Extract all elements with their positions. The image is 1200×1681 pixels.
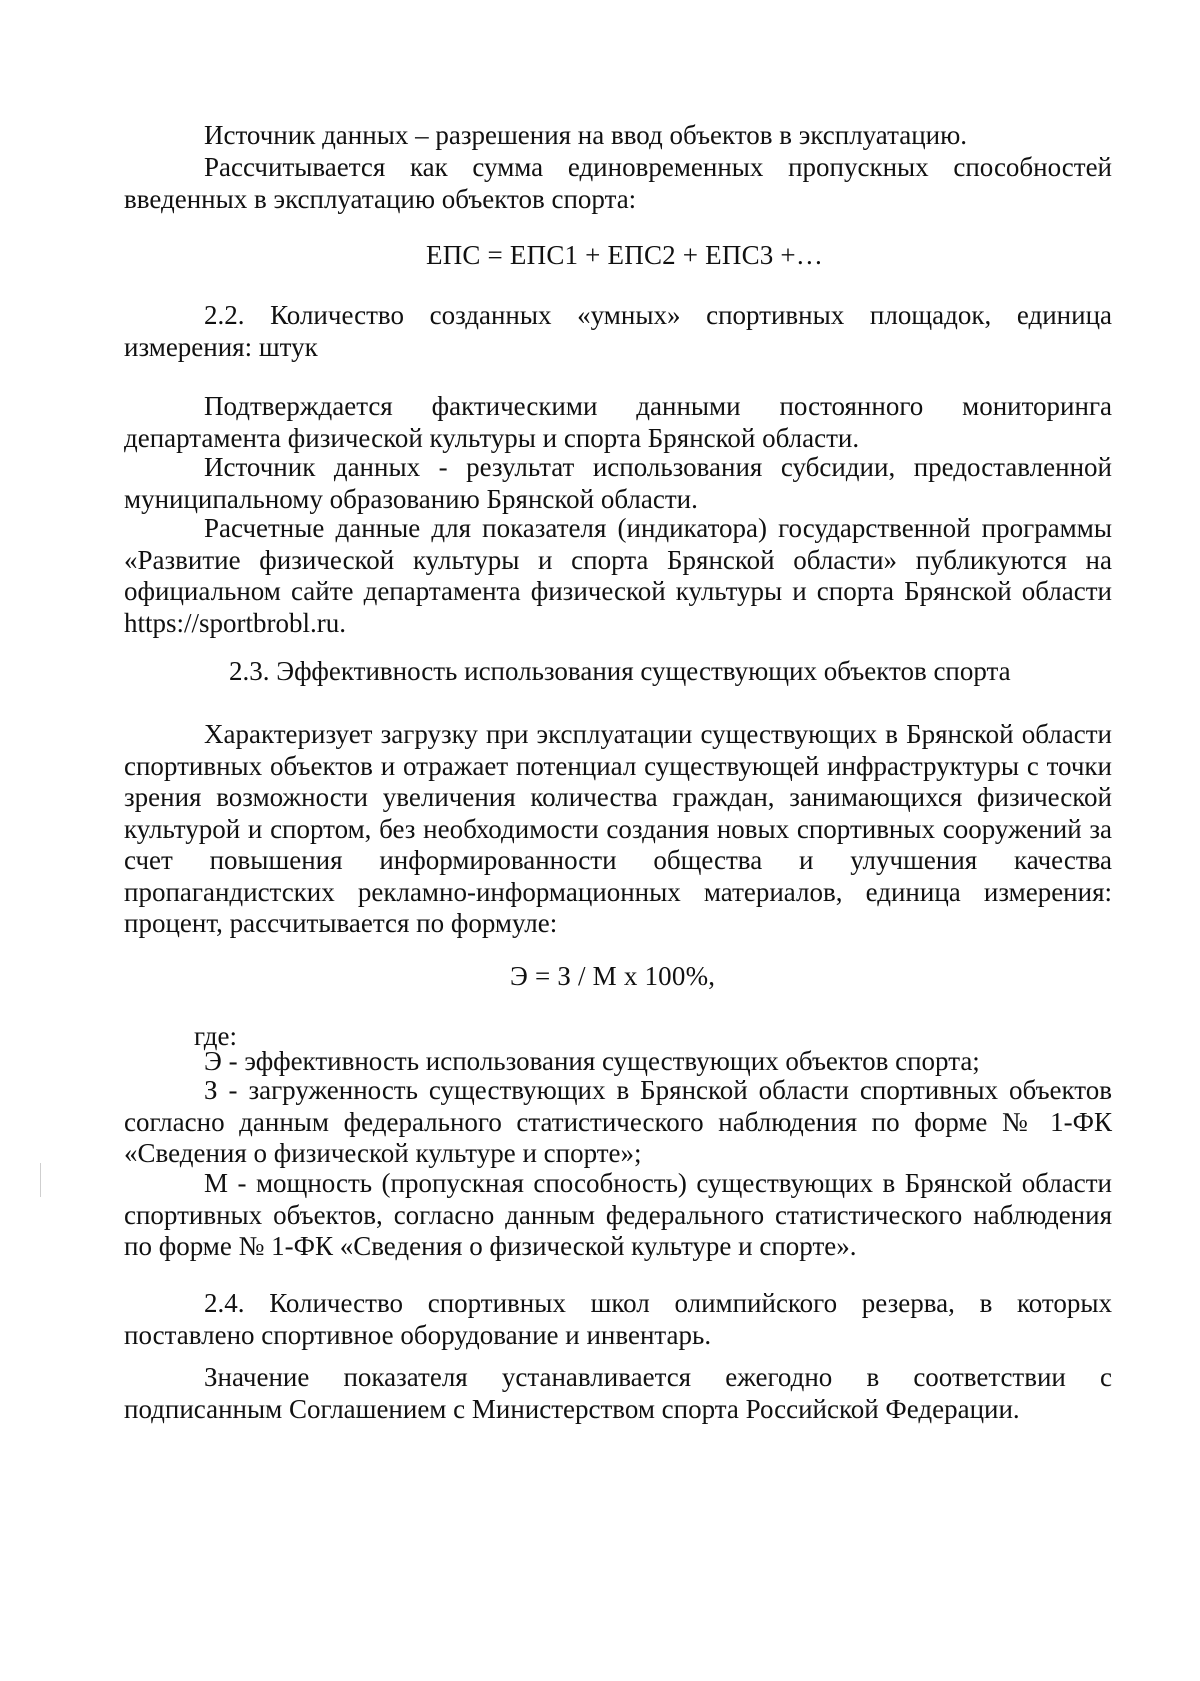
formula-efficiency: Э = З / М х 100%,: [510, 961, 716, 991]
paragraph-subsidy-source: Источник данных - результат использования субсидии, предоставленной муниципальному образованию Брянской области.: [124, 452, 1112, 514]
paragraph-confirmation: Подтверждается фактическими данными постоянного мониторинга департамента физической культуры и спорта Брянской области.: [124, 391, 1112, 453]
definition-capacity: М - мощность (пропускная способность) существующих в Брянской области спортивных объектов, согласно данным федерального статистического наблюдения по форме № 1-ФК «Сведения о физической культуре и спорте».: [124, 1168, 1112, 1261]
definition-load: З - загруженность существующих в Брянской области спортивных объектов согласно данным федерального статистического наблюдения по форме № 1-ФК «Сведения о физической культуре и спорте»;: [124, 1075, 1112, 1168]
section-2-4-heading: 2.4. Количество спортивных школ олимпийского резерва, в которых поставлено спортивное оборудование и инвентарь.: [124, 1288, 1112, 1350]
paragraph-publication: Расчетные данные для показателя (индикатора) государственной программы «Развитие физической культуры и спорта Брянской области» публикуются на официальном сайте департамента физической культуры и спорта Брянской области https://sportbrobl.ru.: [124, 513, 1112, 638]
paragraph-load-characterization: Характеризует загрузку при эксплуатации существующих в Брянской области спортивных объектов и отражает потенциал существующей инфраструктуры с точки зрения возможности увеличения количества граждан, занимающихся физической культурой и спортом, без необходимости создания новых спортивных сооружений за счет повышения информированности общества и улучшения качества пропагандистских рекламно-информационных материалов, единица измерения: процент, рассчитывается по формуле:: [124, 719, 1112, 938]
definition-efficiency: Э - эффективность использования существующих объектов спорта;: [204, 1046, 980, 1076]
label-where: где:: [194, 1021, 237, 1051]
paragraph-annual-value: Значение показателя устанавливается ежегодно в соответствии с подписанным Соглашением с Министерством спорта Российской Федерации.: [124, 1362, 1112, 1424]
paragraph-data-source-permits: Источник данных – разрешения на ввод объектов в эксплуатацию.: [204, 120, 968, 150]
scan-margin-mark: [40, 1163, 41, 1197]
section-2-3-heading: 2.3. Эффективность использования существующих объектов спорта: [229, 656, 1011, 686]
paragraph-calculation-method: Рассчитывается как сумма единовременных пропускных способностей введенных в эксплуатацию объектов спорта:: [124, 152, 1112, 214]
formula-eps: ЕПС = ЕПС1 + ЕПС2 + ЕПС3 +…: [426, 240, 824, 270]
section-2-2-heading: 2.2. Количество созданных «умных» спортивных площадок, единица измерения: штук: [124, 300, 1112, 362]
